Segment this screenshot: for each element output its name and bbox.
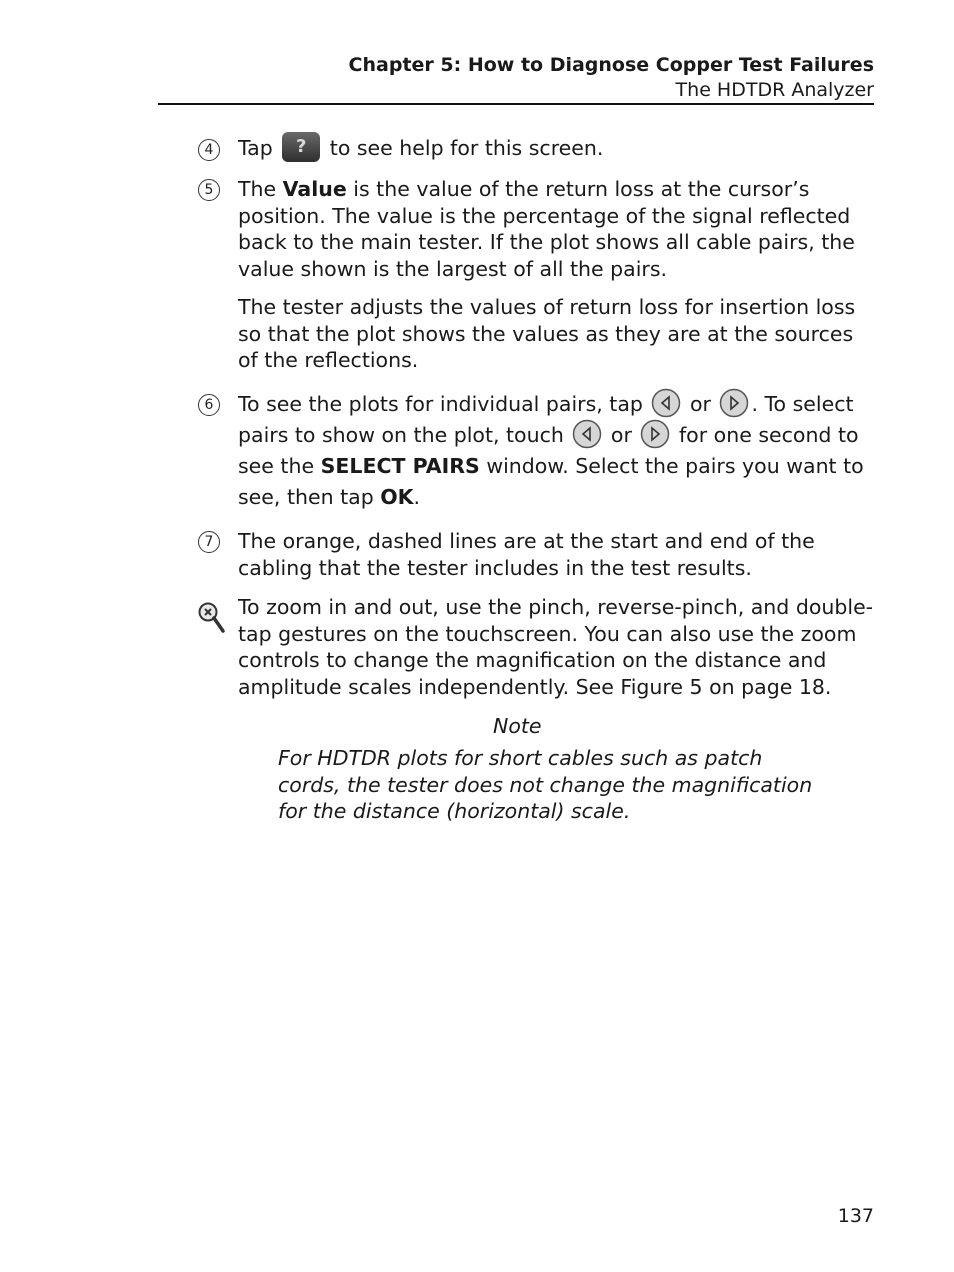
step-number-4: 4 <box>198 139 220 161</box>
right-arrow-button-icon <box>719 388 749 418</box>
step-6-t2: . To select pairs to show on the plot, touch <box>238 392 854 447</box>
step-6-t1: To see the plots for individual pairs, tap <box>238 392 643 416</box>
step-5 <box>238 176 878 386</box>
left-arrow-button-icon <box>572 419 602 449</box>
step-4-text-pre: Tap <box>238 136 273 160</box>
left-arrow-button-icon <box>651 388 681 418</box>
step-5-pre: The <box>238 177 283 201</box>
note-title: Note <box>493 714 542 738</box>
step-6-t4: window. Select the pairs you want to see, then tap <box>238 454 864 509</box>
right-arrow-button-icon <box>640 419 670 449</box>
step-number-6: 6 <box>198 394 220 416</box>
chapter-title: Chapter 5: How to Diagnose Copper Test Failures <box>348 54 874 76</box>
step-6-or-2: or <box>610 423 632 447</box>
step-6 <box>238 389 878 513</box>
step-number-5: 5 <box>198 179 220 201</box>
step-5-paragraph-2: The tester adjusts the values of return loss for insertion loss so that the plot shows the values as they are at the sources of the reflections. <box>238 295 856 372</box>
page-number: 137 <box>837 1205 874 1227</box>
step-7: The orange, dashed lines are at the start and end of the cabling that the tester includes in the test results. <box>238 529 815 580</box>
step-number-7: 7 <box>198 531 220 553</box>
select-pairs-term: SELECT PAIRS <box>320 454 480 478</box>
header-rule <box>158 103 874 105</box>
step-5-value-term: Value <box>282 177 347 201</box>
step-5-post: is the value of the return loss at the cursor’s position. The value is the percentage of the signal reflected back to the main tester. If the plot shows all cable pairs, the value shown is the largest of all the pairs. <box>238 177 855 281</box>
ok-term: OK <box>380 485 414 509</box>
magnifier-tip-icon <box>197 601 227 635</box>
step-4 <box>238 134 878 164</box>
step-6-t5: . <box>413 485 421 509</box>
help-button-icon: ? <box>282 132 320 162</box>
zoom-tip: To zoom in and out, use the pinch, reverse-pinch, and double-tap gestures on the touchscreen. You can also use the zoom controls to change the magnification on the distance and amplitude scales independently. See Figure 5 on page 18. <box>238 595 874 699</box>
note-body: For HDTDR plots for short cables such as patch cords, the tester does not change the magnification for the distance (horizontal) scale. <box>278 746 813 823</box>
step-6-or-1: or <box>689 392 711 416</box>
section-title: The HDTDR Analyzer <box>675 79 874 101</box>
step-6-t3: for one second to see the <box>238 423 859 478</box>
step-4-text-post: to see help for this screen. <box>329 136 604 160</box>
running-header <box>349 53 874 103</box>
